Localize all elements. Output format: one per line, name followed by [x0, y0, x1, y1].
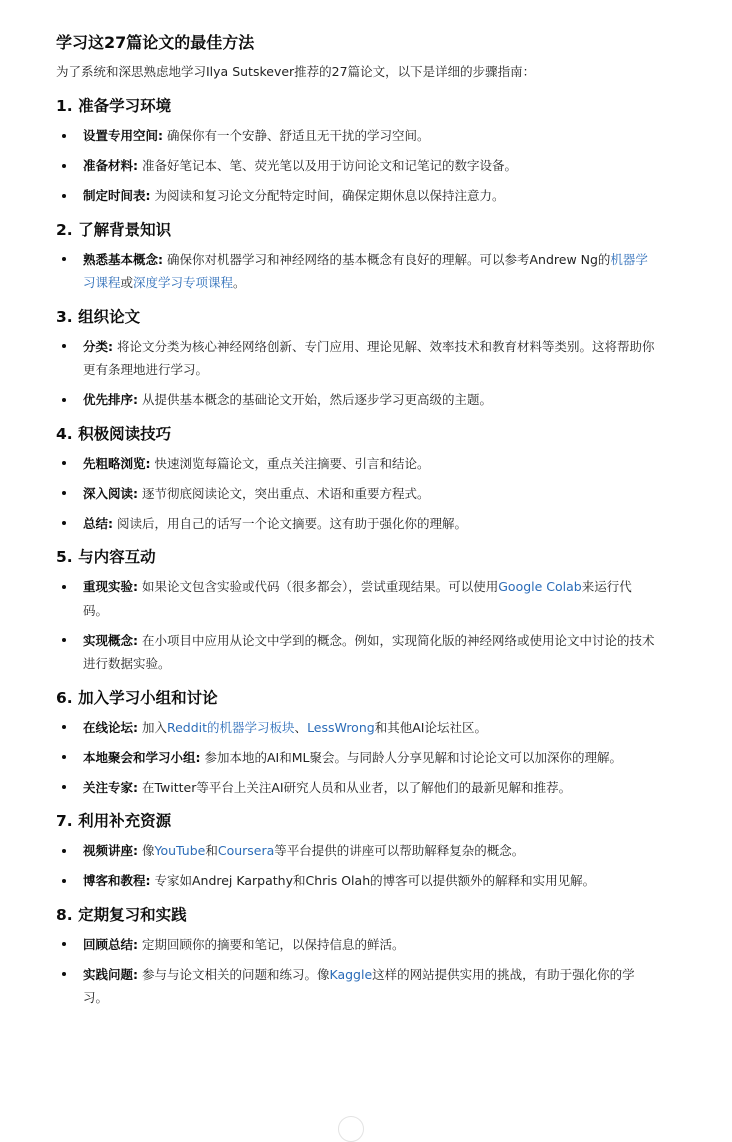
item-link[interactable]: LessWrong — [307, 719, 375, 735]
item-text: 参与与论文相关的问题和练习。像 — [138, 966, 330, 982]
item-text: 这样的网站提供实用的挑战，有助于强化你的学习。 — [83, 966, 635, 1005]
item-text: 在Twitter等平台上关注AI研究人员和从业者，以了解他们的最新见解和推荐。 — [138, 779, 572, 795]
bullet-list — [56, 933, 656, 1010]
bullet-list — [56, 124, 656, 208]
list-item — [56, 716, 656, 740]
item-label: 优先排序: — [83, 392, 138, 407]
bullet-icon — [62, 398, 66, 402]
list-item — [56, 124, 656, 148]
item-label: 视频讲座: — [83, 843, 138, 858]
item-text: 来运行代码。 — [83, 579, 632, 618]
sections-container — [56, 94, 656, 1010]
bullet-icon — [62, 638, 66, 642]
bullet-icon — [62, 491, 66, 495]
item-label: 实践问题: — [83, 966, 138, 982]
item-link[interactable]: 机器学习课程 — [83, 251, 648, 290]
item-label: 分类: — [83, 338, 113, 354]
item-text: 从提供基本概念的基础论文开始，然后逐步学习更高级的主题。 — [138, 392, 492, 407]
list-item — [56, 482, 656, 506]
item-text: 等平台提供的讲座可以帮助解释复杂的概念。 — [274, 843, 525, 858]
bullet-icon — [62, 725, 66, 729]
item-text: 和 — [205, 843, 218, 858]
item-text: 确保你有一个安静、舒适且无干扰的学习空间。 — [163, 128, 430, 143]
bullet-icon — [62, 134, 66, 138]
section — [56, 218, 656, 295]
item-label: 回顾总结: — [83, 936, 138, 952]
item-label: 在线论坛: — [83, 719, 138, 735]
bullet-icon — [62, 257, 66, 261]
item-label: 本地聚会和学习小组: — [83, 749, 201, 765]
section — [56, 809, 656, 893]
bullet-icon — [62, 585, 66, 589]
item-text: 参加本地的AI和ML聚会。与同龄人分享见解和讨论论文可以加深你的理解。 — [200, 749, 622, 765]
bullet-list — [56, 335, 656, 412]
bullet-icon — [62, 521, 66, 525]
bullet-icon — [62, 942, 66, 946]
item-link[interactable]: Google Colab — [498, 579, 582, 594]
item-text: 、 — [294, 719, 308, 735]
item-text: 为阅读和复习论文分配特定时间，确保定期休息以保持注意力。 — [150, 188, 505, 203]
item-text: 在小项目中应用从论文中学到的概念。例如，实现简化版的神经网络或使用论文中讨论的技术进行数据实验。 — [83, 632, 655, 671]
item-label: 博客和教程: — [83, 873, 151, 888]
section-heading: 5. 与内容互动 — [56, 548, 156, 566]
item-text: 。 — [233, 275, 246, 290]
item-label: 深入阅读: — [83, 485, 138, 501]
bullet-icon — [62, 785, 66, 789]
bullet-icon — [62, 849, 66, 853]
item-link[interactable]: YouTube — [154, 843, 206, 858]
list-item — [56, 335, 656, 382]
section — [56, 305, 656, 412]
list-item — [56, 452, 656, 476]
item-label: 总结: — [83, 515, 113, 531]
scroll-down-button[interactable] — [338, 1116, 364, 1142]
bullet-icon — [62, 164, 66, 168]
item-text: 加入 — [138, 719, 167, 735]
list-item — [56, 746, 656, 770]
item-label: 制定时间表: — [83, 188, 151, 203]
bullet-list — [56, 575, 656, 676]
section — [56, 422, 656, 536]
item-text: 像 — [138, 843, 155, 858]
item-link[interactable]: Kaggle — [329, 966, 373, 982]
list-item — [56, 776, 656, 800]
item-label: 设置专用空间: — [83, 128, 163, 143]
bullet-list — [56, 248, 656, 295]
item-text: 如果论文包含实验或代码（很多都会），尝试重现结果。可以使用 — [138, 579, 499, 594]
list-item — [56, 184, 656, 208]
bullet-icon — [62, 194, 66, 198]
item-text: 将论文分类为核心神经网络创新、专门应用、理论见解、效率技术和教育材料等类别。这将帮助你更有条理地进行学习。 — [83, 338, 655, 377]
item-text: 确保你对机器学习和神经网络的基本概念有良好的理解。可以参考Andrew Ng的 — [163, 251, 611, 267]
list-item — [56, 248, 656, 295]
section — [56, 94, 656, 208]
item-text: 阅读后，用自己的话写一个论文摘要。这有助于强化你的理解。 — [113, 515, 467, 531]
list-item — [56, 512, 656, 536]
list-item — [56, 575, 656, 622]
section — [56, 903, 656, 1010]
bullet-list — [56, 839, 656, 893]
section — [56, 545, 656, 676]
section — [56, 686, 656, 800]
item-link[interactable]: Coursera — [217, 843, 275, 858]
item-text: 或 — [120, 275, 134, 290]
list-item — [56, 154, 656, 178]
item-label: 重现实验: — [83, 579, 138, 594]
bullet-icon — [62, 879, 66, 883]
item-label: 先粗略浏览: — [83, 455, 151, 471]
article-title: 学习这27篇论文的最佳方法 — [56, 33, 255, 52]
item-label: 准备材料: — [83, 158, 138, 173]
bullet-list — [56, 716, 656, 800]
bullet-icon — [62, 972, 66, 976]
bullet-icon — [62, 755, 66, 759]
section-heading: 6. 加入学习小组和讨论 — [56, 688, 218, 707]
intro-paragraph: 为了系统和深思熟虑地学习Ilya Sutskever推荐的27篇论文，以下是详细的步骤指南： — [56, 64, 536, 79]
section-heading: 3. 组织论文 — [56, 307, 141, 326]
item-text: 准备好笔记本、笔、荧光笔以及用于访问论文和记笔记的数字设备。 — [138, 158, 517, 173]
section-heading: 2. 了解背景知识 — [56, 220, 172, 239]
item-text: 专家如Andrej Karpathy和Chris Olah的博客可以提供额外的解释和实用见解。 — [150, 873, 596, 888]
item-text: 定期回顾你的摘要和笔记，以保持信息的鲜活。 — [138, 936, 405, 952]
bullet-list — [56, 452, 656, 536]
bullet-icon — [62, 461, 66, 465]
item-label: 熟悉基本概念: — [83, 251, 163, 267]
bullet-icon — [62, 344, 66, 348]
list-item — [56, 388, 656, 412]
list-item — [56, 933, 656, 957]
item-text: 和其他AI论坛社区。 — [374, 719, 487, 735]
list-item — [56, 629, 656, 676]
section-heading: 4. 积极阅读技巧 — [56, 424, 172, 443]
item-link[interactable]: 深度学习专项课程 — [133, 275, 234, 290]
item-label: 关注专家: — [83, 779, 138, 795]
list-item — [56, 869, 656, 893]
section-heading: 7. 利用补充资源 — [56, 812, 172, 830]
item-link[interactable]: Reddit的机器学习板块 — [166, 719, 295, 735]
article — [56, 30, 656, 1020]
list-item — [56, 839, 656, 863]
item-text: 快速浏览每篇论文，重点关注摘要、引言和结论。 — [150, 455, 430, 471]
section-heading: 8. 定期复习和实践 — [56, 905, 187, 924]
list-item — [56, 963, 656, 1010]
item-text: 逐节彻底阅读论文，突出重点、术语和重要方程式。 — [138, 485, 430, 501]
section-heading: 1. 准备学习环境 — [56, 97, 172, 115]
item-label: 实现概念: — [83, 632, 138, 648]
